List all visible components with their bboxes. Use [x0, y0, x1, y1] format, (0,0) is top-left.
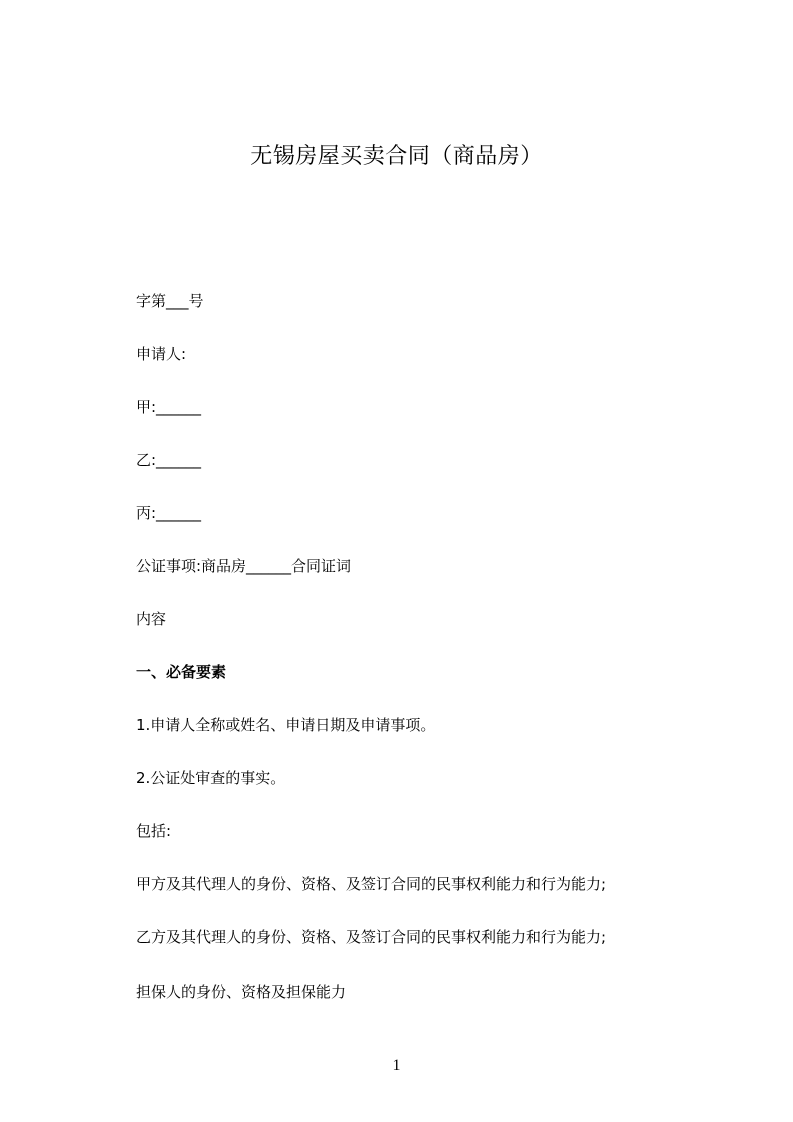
- party-b-capacity-line: 乙方及其代理人的身份、资格、及签订合同的民事权利能力和行为能力;: [136, 928, 607, 946]
- party-c-line: 丙:______: [136, 504, 202, 522]
- section-heading-essentials: 一、必备要素: [136, 663, 227, 681]
- party-b-line: 乙:______: [136, 451, 202, 469]
- page-number: 1: [392, 1057, 401, 1074]
- applicant-heading: 申请人:: [136, 345, 187, 363]
- list-item-2: 2.公证处审查的事实。: [136, 769, 286, 787]
- party-a-capacity-line: 甲方及其代理人的身份、资格、及签订合同的民事权利能力和行为能力;: [136, 875, 607, 893]
- document-title: 无锡房屋买卖合同（商品房）: [250, 144, 543, 169]
- party-a-line: 甲:______: [136, 398, 202, 416]
- content-heading: 内容: [136, 610, 167, 628]
- document-number-line: 字第___号: [136, 292, 204, 310]
- guarantor-line: 担保人的身份、资格及担保能力: [136, 983, 347, 1001]
- list-item-1: 1.申请人全称或姓名、申请日期及申请事项。: [136, 716, 436, 734]
- includes-label: 包括:: [136, 822, 172, 840]
- notarization-matter-line: 公证事项:商品房______合同证词: [136, 557, 352, 575]
